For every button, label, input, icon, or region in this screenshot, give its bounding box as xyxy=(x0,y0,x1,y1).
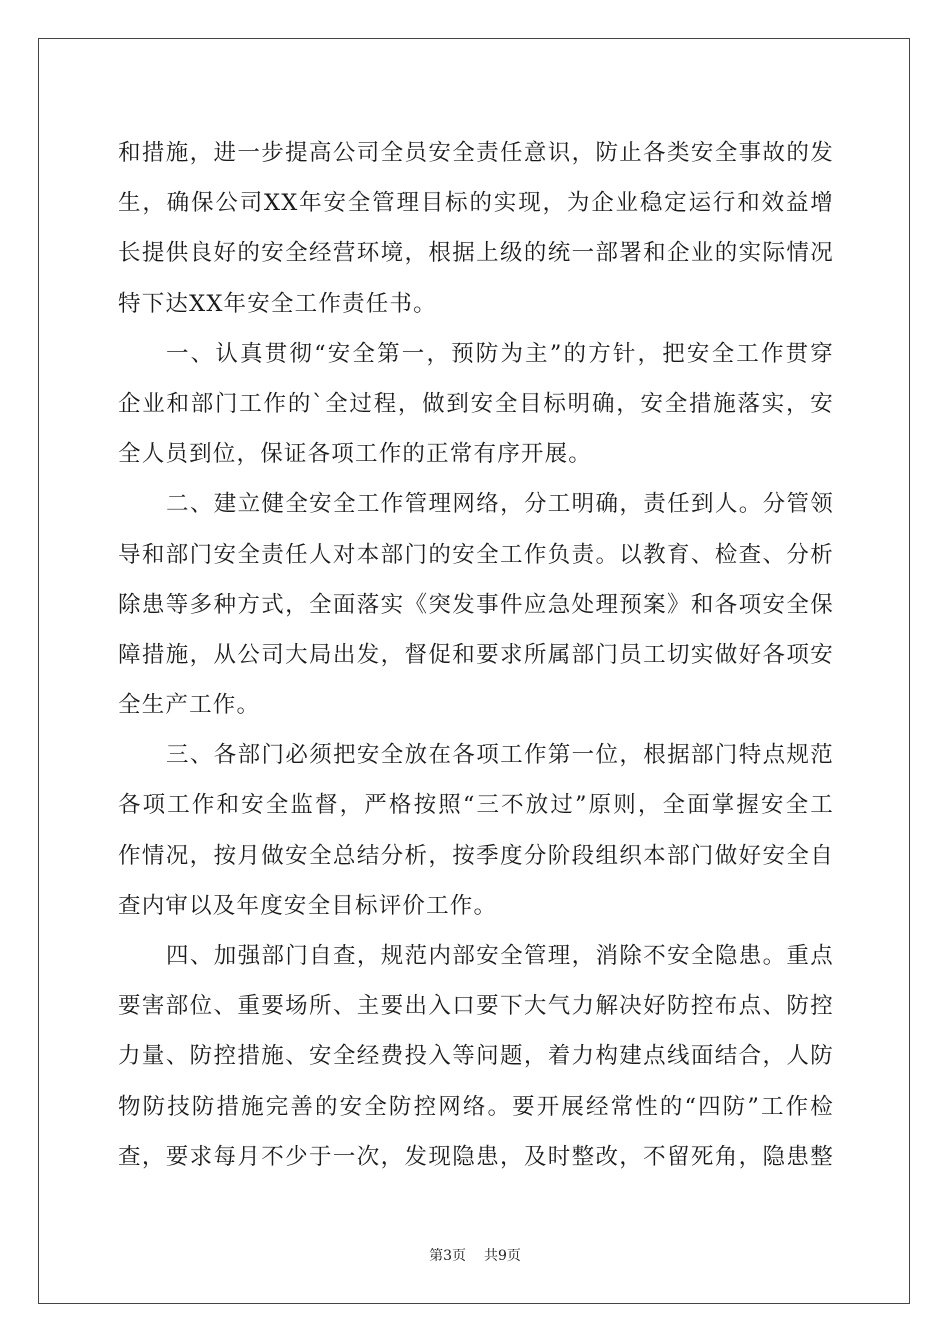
text-line: 物防技防措施完善的安全防控网络。要开展经常性的“四防”工作检 xyxy=(118,1093,834,1120)
text-line: 各项工作和安全监督，严格按照“三不放过”原则，全面掌握安全工 xyxy=(118,792,834,819)
text-line: 生，确保公司XX年安全管理目标的实现，为企业稳定运行和效益增 xyxy=(118,190,834,217)
text-line: 长提供良好的安全经营环境，根据上级的统一部署和企业的实际情况 xyxy=(118,240,834,267)
text-line: 全生产工作。 xyxy=(118,692,261,719)
text-line: 要害部位、重要场所、主要出入口要下大气力解决好防控布点、防控 xyxy=(118,993,834,1020)
text-line: 企业和部门工作的`全过程，做到安全目标明确，安全措施落实，安 xyxy=(118,390,834,417)
paragraph-first-line: 三、各部门必须把安全放在各项工作第一位，根据部门特点规范 xyxy=(166,742,834,769)
paragraph-first-line: 二、建立健全安全工作管理网络，分工明确，责任到人。分管领 xyxy=(166,491,834,518)
text-line: 和措施，进一步提高公司全员安全责任意识，防止各类安全事故的发 xyxy=(118,140,834,166)
text-line: 障措施，从公司大局出发，督促和要求所属部门员工切实做好各项安 xyxy=(118,641,834,668)
page-number-total: 共9页 xyxy=(484,1248,521,1264)
text-line: 作情况，按月做安全总结分析，按季度分阶段组织本部门做好安全自 xyxy=(118,842,834,869)
text-line: 特下达XX年安全工作责任书。 xyxy=(118,290,437,317)
paragraph-first-line: 一、认真贯彻“安全第一，预防为主”的方针，把安全工作贯穿 xyxy=(166,340,834,367)
paragraph-first-line: 四、加强部门自查，规范内部安全管理，消除不安全隐患。重点 xyxy=(166,943,834,969)
text-line: 导和部门安全责任人对本部门的安全工作负责。以教育、检查、分析 xyxy=(118,541,834,568)
page-footer xyxy=(0,1246,950,1266)
text-line: 全人员到位，保证各项工作的正常有序开展。 xyxy=(118,441,593,468)
text-line: 力量、防控措施、安全经费投入等问题，着力构建点线面结合，人防 xyxy=(118,1043,834,1070)
text-line: 查，要求每月不少于一次，发现隐患，及时整改，不留死角，隐患整 xyxy=(118,1143,834,1170)
text-line: 除患等多种方式，全面落实《突发事件应急处理预案》和各项安全保 xyxy=(118,591,834,618)
document-body xyxy=(118,128,834,1182)
text-line: 查内审以及年度安全目标评价工作。 xyxy=(118,892,498,919)
page-number-current: 第3页 xyxy=(429,1248,466,1264)
